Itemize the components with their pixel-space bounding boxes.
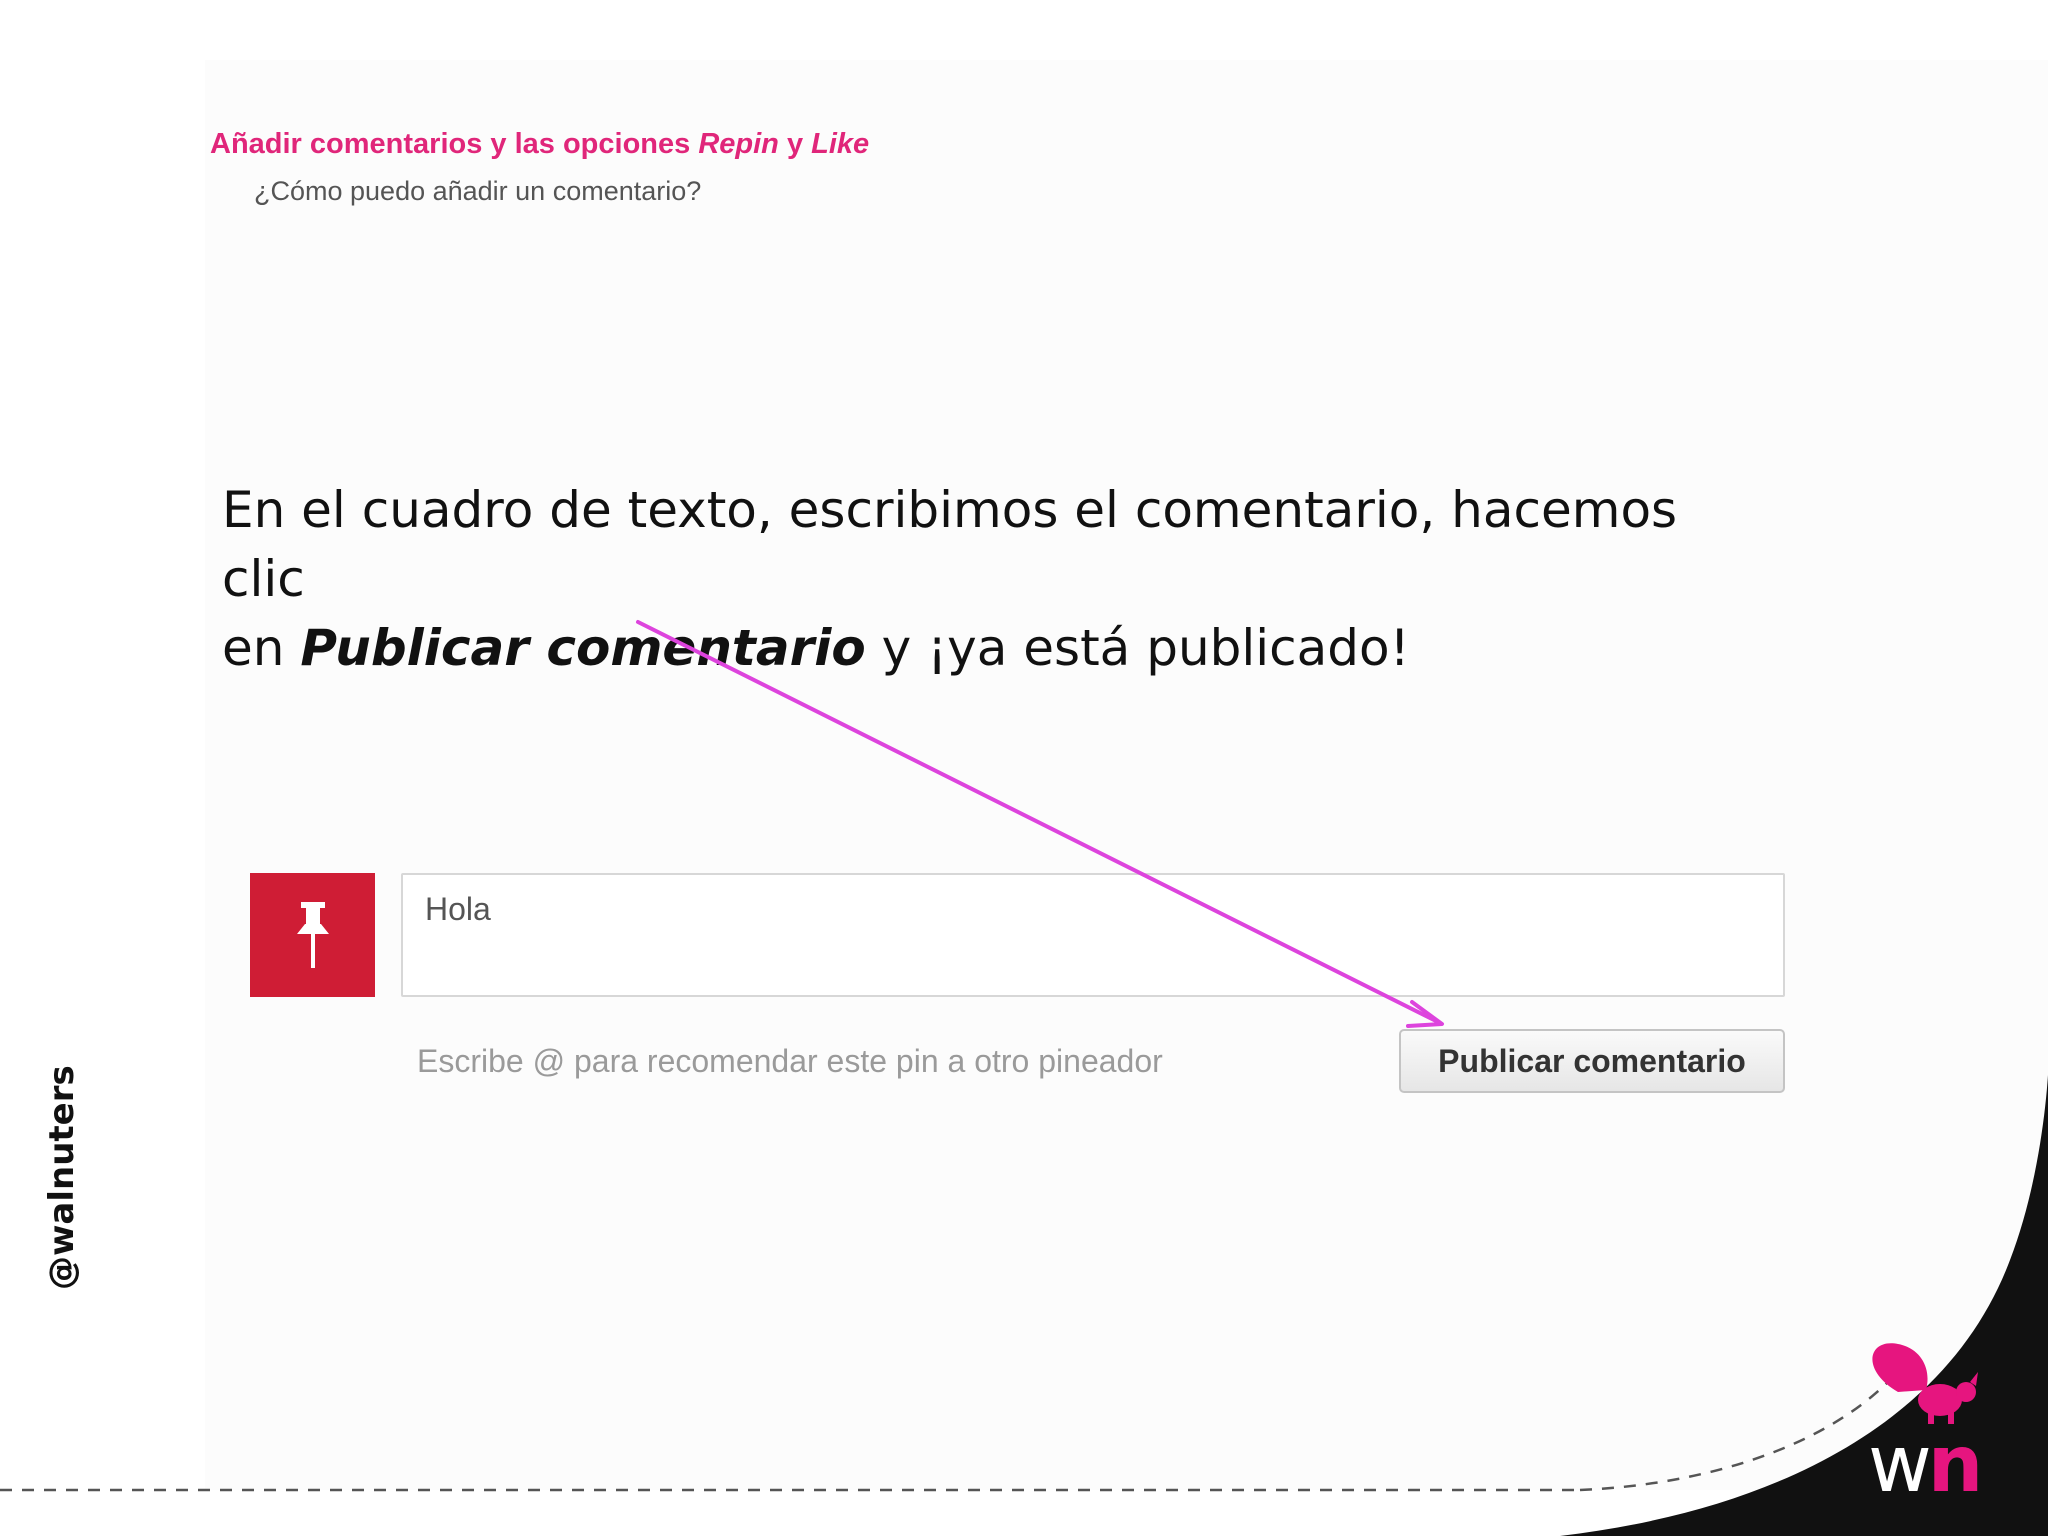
instruction-emphasis: Publicar comentario bbox=[300, 619, 866, 677]
heading-prefix: Añadir comentarios y las opciones bbox=[210, 128, 699, 160]
heading-like: Like bbox=[811, 128, 870, 160]
instruction-end: y ¡ya está publicado! bbox=[865, 619, 1410, 677]
instruction-line-1: En el cuadro de texto, escribimos el comentario, hacemos clic bbox=[222, 481, 1678, 608]
publish-comment-button[interactable]: Publicar comentario bbox=[1399, 1029, 1785, 1093]
comment-input-text: Hola bbox=[425, 891, 491, 927]
logo-w: w bbox=[1868, 1420, 1928, 1510]
mention-hint: Escribe @ para recomendar este pin a otro pineador bbox=[417, 1043, 1163, 1079]
heading-repin: Repin bbox=[698, 128, 779, 160]
logo-n: n bbox=[1927, 1420, 1980, 1510]
instruction-en: en bbox=[222, 619, 301, 677]
walnuters-logo bbox=[1868, 1420, 1979, 1510]
section-question: ¿Cómo puedo añadir un comentario? bbox=[254, 176, 702, 206]
heading-y: y bbox=[778, 128, 812, 160]
twitter-handle: @walnuters bbox=[42, 1065, 82, 1290]
